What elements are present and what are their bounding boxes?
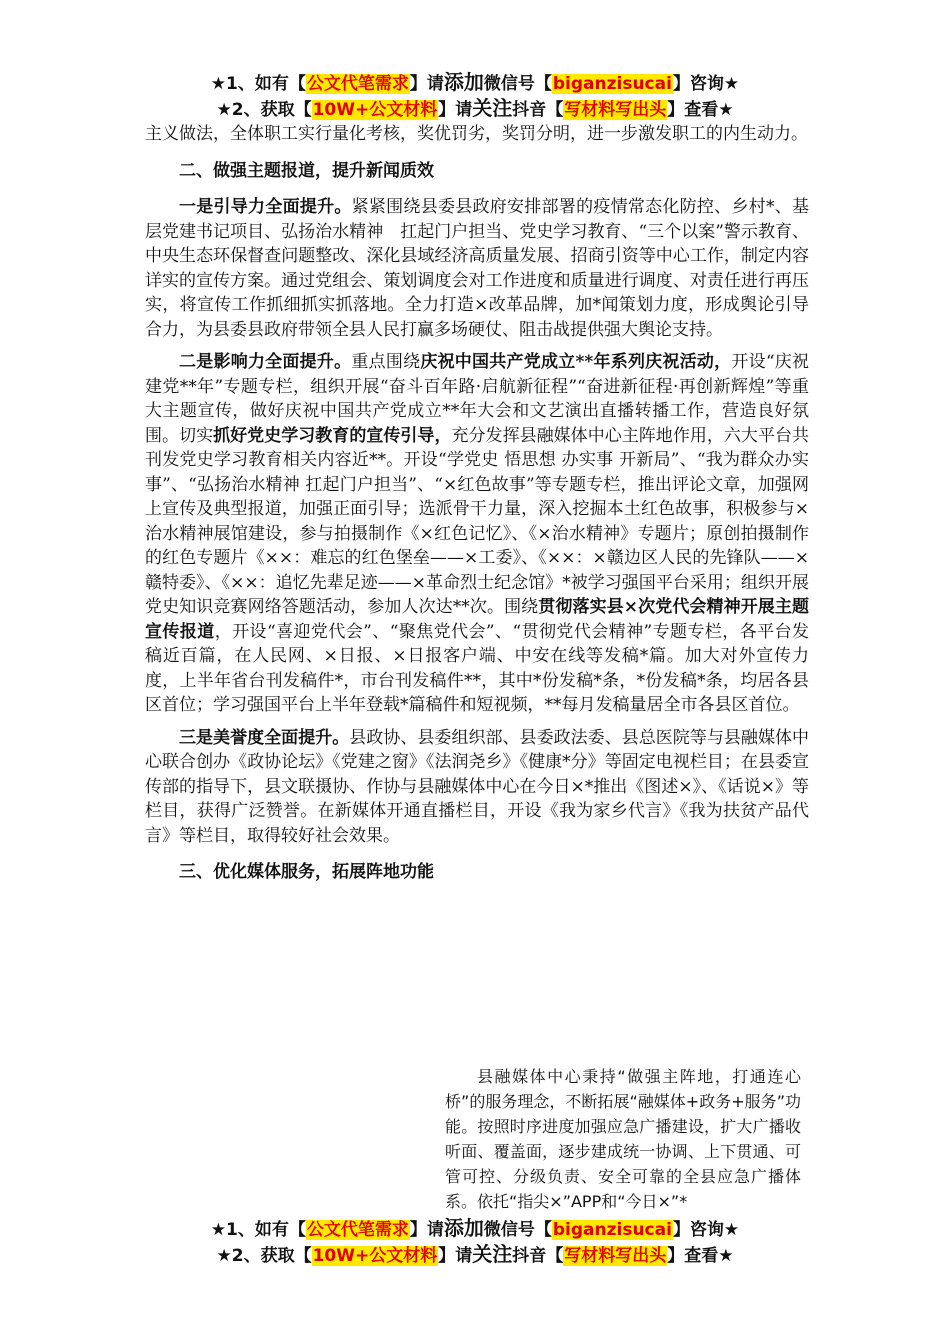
banner-text: 抖音【 (512, 1246, 564, 1266)
banner-text: 】请 (438, 100, 473, 120)
paragraph-lead: 三是美誉度全面提升。 (179, 727, 350, 748)
banner-text: 】请 (409, 74, 444, 94)
paragraph-text: 紧紧围绕县委县政府安排部署的疫情常态化防控、乡村*、基层党建书记项目、弘扬治水精神 扛起门户担当、党史学习教育、“三个以案”警示教育、中央生态环保督查问题整改、深化县域经济高质量发展、招商引资等中心工作，制定内容详实的宣传方案。通过党组会、策划调度会对工作进度和质量进行调度、对责任进行再压实，将宣传工作抓细抓实抓落地。全力打造×改革品牌，加*闻策划力度，形成舆论引导合力，为县委县政府带领全县人民打赢多场硬仗、阻击战提供强大舆论支持。 (145, 197, 810, 340)
media-service-paragraph: 县融媒体中心秉持“做强主阵地，打通连心桥”的服务理念，不断拓展“融媒体+政务+服务”功能。按照时序进度加强应急广播建设，扩大广播收听面、覆盖面，逐步建成统一协调、上下贯通、可管可控、分级负责、安全可靠的全县应急广播体系。依托“指尖×”APP和“今日×”* (445, 1067, 801, 1211)
banner-text: 】咨询★ (672, 1220, 740, 1240)
top-banner-line-1 (0, 70, 950, 96)
paragraph-text: ，开设“喜迎党代会”、“聚焦党代会”、“贯彻党代会精神”专题专栏，各平台发稿近百篇，在人民网、×日报、×日报客户端、中安在线等发稿*篇。加大对外宣传力度，上半年省台刊发稿件*，市台刊发稿件**，其中*份发稿*条，*份发稿*条，均居各县区首位；学习强国平台上半年登载*篇稿件和短视频，**每月发稿量居全市各县区首位。 (145, 621, 809, 715)
banner-text: ★2、获取【 (216, 1246, 312, 1266)
banner-highlight: 10W+公文材料 (312, 1246, 438, 1266)
banner-text: ★2、获取【 (216, 100, 312, 120)
section-heading-3: 三、优化媒体服务，拓展阵地功能 (179, 862, 434, 882)
banner-highlight: biganzisucai (552, 74, 672, 94)
banner-emphasis: 关注 (472, 96, 513, 120)
banner-text: ★1、如有【 (210, 1220, 306, 1240)
banner-text: 】请 (409, 1220, 444, 1240)
bottom-banner-line-2 (0, 1242, 950, 1268)
banner-emphasis: 添加 (443, 1216, 484, 1240)
banner-emphasis: 关注 (472, 1242, 513, 1266)
banner-highlight: biganzisucai (552, 1220, 672, 1240)
paragraph-influence (145, 350, 809, 718)
banner-highlight: 公文代笔需求 (306, 74, 409, 94)
paragraph-continuation: 主义做法，全体职工实行量化考核，奖优罚劣，奖罚分明，进一步激发职工的内生动力。 (145, 124, 808, 144)
top-banner-line-2 (0, 96, 950, 122)
paragraph-reputation (145, 726, 809, 849)
banner-highlight: 写材料写出头 (564, 100, 667, 120)
banner-emphasis: 添加 (443, 70, 484, 94)
document-body (145, 122, 809, 885)
banner-text: 】查看★ (667, 1246, 734, 1266)
paragraph-lead: 一是引导力全面提升。 (179, 197, 352, 217)
banner-highlight: 公文代笔需求 (306, 1220, 409, 1240)
paragraph-text: 重点围绕 (351, 352, 421, 372)
paragraph-guidance (145, 195, 809, 342)
section-heading-2: 二、做强主题报道，提升新闻质效 (179, 160, 434, 181)
banner-text: 】咨询★ (672, 74, 740, 94)
paragraph-lead: 二是影响力全面提升。 (179, 352, 352, 372)
paragraph-text: 县政协、县委组织部、县委政法委、县总医院等与县融媒体中心联合创办《政协论坛》《党建之窗》《法润尧乡》《健康*分》等固定电视栏目；在县委宣传部的指导下，县文联摄协、作协与县融媒体中心在今日×*推出《图述×》、《话说×》等栏目，获得广泛赞誉。在新媒体开通直播栏目，开设《我为家乡代言》《我为扶贫产品代言》等栏目，取得较好社会效果。 (145, 727, 810, 846)
banner-text: 】请 (438, 1246, 473, 1266)
banner-highlight: 写材料写出头 (564, 1246, 667, 1266)
banner-text: 】查看★ (667, 100, 734, 120)
banner-text: 微信号【 (483, 1220, 552, 1240)
banner-text: 抖音【 (512, 100, 564, 120)
paragraph-text: 充分发挥县融媒体中心主阵地作用，六大平台共刊发党史学习教育相关内容近**。开设“学党史 悟思想 办实事 开新局”、“我为群众办实事”、“弘扬治水精神 扛起门户担当”、“×红色故事”等专题专栏，推出评论文章，加强网上宣传及典型报道，加强正面引导；选派骨干力量，深入挖掘本土红色故事，积极参与×治水精神展馆建设，参与拍摄制作《×红色记忆》、《×治水精神》专题片；原创拍摄制作的红色专题片《××：难忘的红色堡垒——×工委》、《××：×赣边区人民的先锋队——×赣特委》、《××：追忆先辈足迹——×革命烈士纪念馆》*被学习强国平台采用；组织开展党史知识竞赛网络答题活动，参加人次达**次。围绕 (145, 425, 810, 617)
banner-highlight: 10W+公文材料 (312, 100, 438, 120)
paragraph-emphasis: 庆祝中国共产党成立**年系列庆祝活动， (420, 352, 732, 372)
banner-text: ★1、如有【 (210, 74, 306, 94)
banner-text: 微信号【 (483, 74, 552, 94)
paragraph-emphasis: 贯彻落实县×次党代会精神开展主题宣传报道 (145, 597, 810, 642)
bottom-banner-line-1 (0, 1216, 950, 1242)
paragraph-emphasis: 抓好党史学习教育的宣传引导， (213, 425, 452, 446)
paragraph-text: 开设“庆祝建党**年”专题专栏，组织开展“奋斗百年路·启航新征程”“奋进新征程·再创新辉煌”等重大主题宣传，做好庆祝中国共产党成立**年大会和文艺演出直播转播工作，营造良好氛围。切实 (145, 352, 810, 446)
